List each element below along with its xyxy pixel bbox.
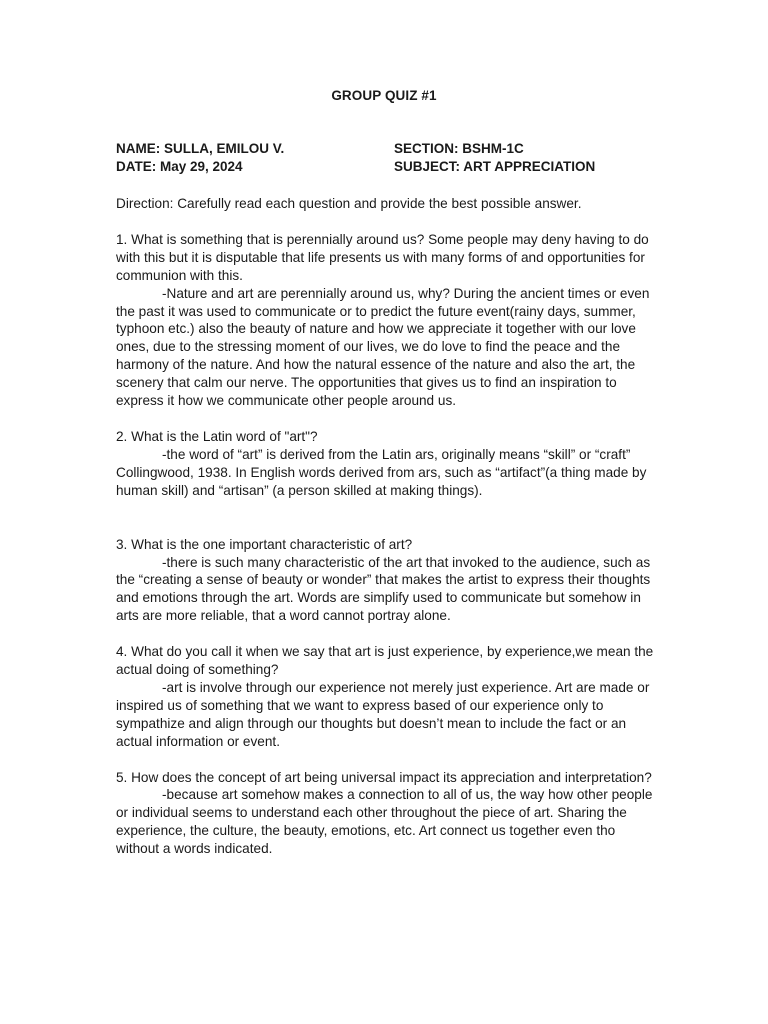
quiz-body xyxy=(116,195,661,876)
answer-text: -the word of “art” is derived from the Latin ars, originally means “skill” or “craft” Collingwood, 1938. In English words derived from ars, such as “artifact”(a thing made by human skill) and “artisan” (a person skilled at making things). xyxy=(116,446,647,498)
answer-text: -art is involve through our experience not merely just experience. Art are made or inspired us of something that we want to express based of our experience only to sympathize and align through our thoughts but doesn’t mean to include the fact or an actual information or event. xyxy=(116,679,650,749)
page-title: GROUP QUIZ #1 xyxy=(331,88,437,103)
question-text: 3. What is the one important characteristic of art? xyxy=(116,536,413,552)
student-name: NAME: SULLA, EMILOU V. xyxy=(116,141,285,156)
question-text: 5. How does the concept of art being universal impact its appreciation and interpretation? xyxy=(116,769,652,785)
question-text: 1. What is something that is perennially around us? Some people may deny having to do with this but it is disputable that life presents us with many forms of and opportunities for communion with this. xyxy=(116,231,649,283)
answer-text: -because art somehow makes a connection to all of us, the way how other people or individual seems to understand each other throughout the piece of art. Sharing the experience, the culture, the beauty, emotions, etc. Art connect us together even tho without a words indicated. xyxy=(116,787,653,857)
info-row-2 xyxy=(116,158,656,176)
answer-text: -Nature and art are perennially around us, why? During the ancient times or even the past it was used to communicate or to predict the future event(rainy days, summer, typhoon etc.) also the beauty of nature and how we appreciate it together with our love ones, due to the stressing moment of our lives, we do love to find the peace and the harmony of the nature. And how the natural essence of the nature and also the art, the scenery that calm our nerve. The opportunities that gives us to find an inspiration to express it how we communicate other people around us. xyxy=(116,285,650,409)
question-text: 2. What is the Latin word of "art"? xyxy=(116,428,318,444)
info-row-1 xyxy=(116,140,656,158)
question-item-3 xyxy=(116,536,661,626)
quiz-date: DATE: May 29, 2024 xyxy=(116,159,243,174)
question-item-1 xyxy=(116,231,661,410)
question-text: 4. What do you call it when we say that art is just experience, by experience,we mean the actual doing of something? xyxy=(116,644,654,678)
question-item-4 xyxy=(116,643,661,750)
direction-text: Direction: Carefully read each question and provide the best possible answer. xyxy=(116,196,582,211)
student-info xyxy=(116,140,656,176)
answer-text: -there is such many characteristic of the art that invoked to the audience, such as the “creating a sense of beauty or wonder” that makes the artist to express their thoughts and emotions through the art. Words are simplify used to communicate but somehow in arts are more reliable, that a word cannot portray alone. xyxy=(116,554,651,624)
question-item-2 xyxy=(116,428,661,500)
quiz-subject: SUBJECT: ART APPRECIATION xyxy=(394,159,596,174)
student-section: SECTION: BSHM-1C xyxy=(394,141,524,156)
question-item-5 xyxy=(116,769,661,859)
